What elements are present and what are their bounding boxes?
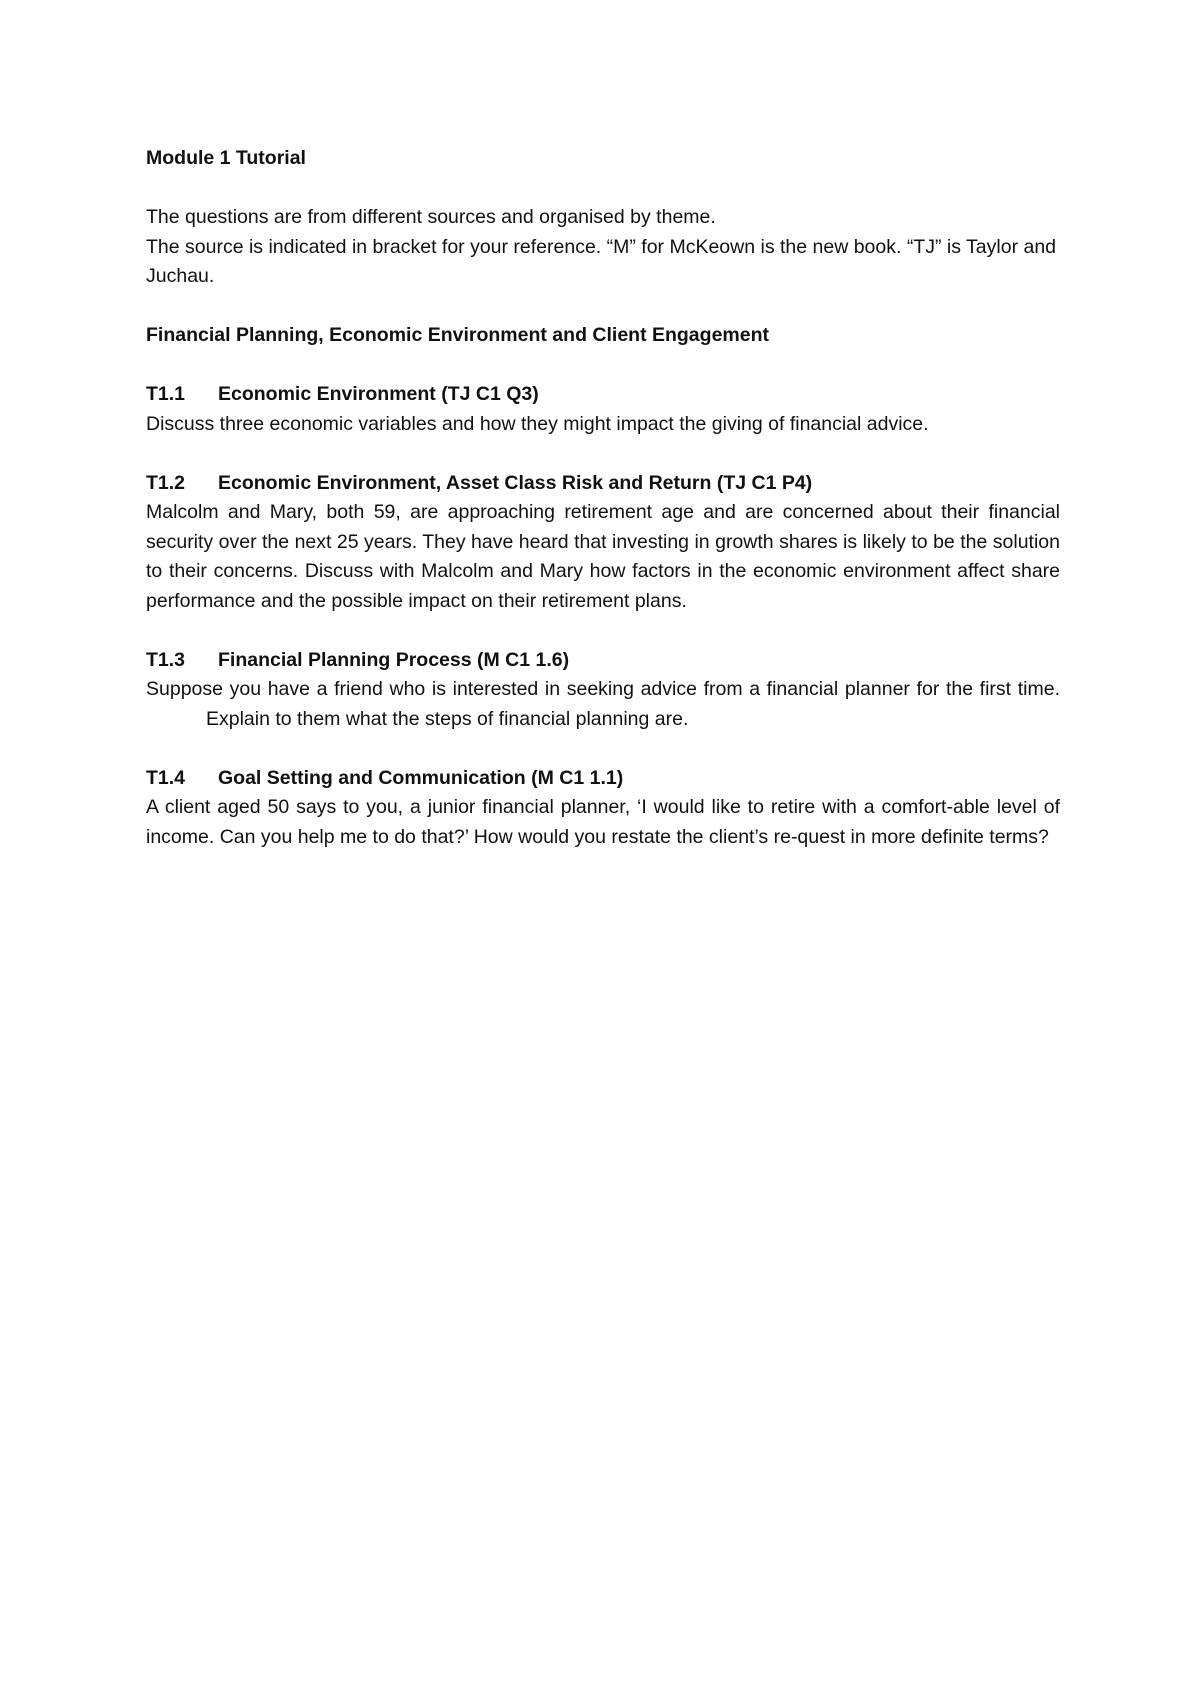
intro-line-1: The questions are from different sources and organised by theme. <box>146 206 716 228</box>
question-t1-2 <box>146 469 1060 617</box>
question-text: Discuss three economic variables and how they might impact the giving of financial advice. <box>146 412 929 435</box>
document-body <box>146 144 1060 882</box>
question-text: A client aged 50 says to you, a junior financial planner, ‘I would like to retire with a comfort-able level of income. Can you help me to do that?’ How would you restate the client’s re-quest in more definite terms? <box>146 796 1060 848</box>
question-number: T1.3 <box>146 648 186 671</box>
question-number: T1.1 <box>146 383 186 405</box>
question-title: Goal Setting and Communication (M C1 1.1) <box>218 766 624 789</box>
question-text: Malcolm and Mary, both 59, are approaching retirement age and are concerned about their financial security over the next 25 years. They have heard that investing in growth shares is likely to be the solution to their concerns. Discuss with Malcolm and Mary how factors in the economic environment affect share performance and the possible impact on their retirement plans. <box>146 501 1060 612</box>
section-heading: Financial Planning, Economic Environment and Client Engagement <box>146 324 770 346</box>
page-title: Module 1 Tutorial <box>146 147 306 169</box>
question-heading <box>146 469 1060 499</box>
question-number: T1.2 <box>146 471 186 494</box>
question-t1-1 <box>146 380 1060 439</box>
question-title: Economic Environment (TJ C1 Q3) <box>218 383 539 405</box>
question-heading <box>146 380 1060 410</box>
question-title: Financial Planning Process (M C1 1.6) <box>218 648 570 671</box>
question-t1-3 <box>146 646 1060 735</box>
question-t1-4 <box>146 764 1060 853</box>
intro-block <box>146 203 1060 292</box>
question-text: Suppose you have a friend who is interested in seeking advice from a financial planner for the first time. Explain to them what the steps of financial planning are. <box>146 678 1060 730</box>
question-number: T1.4 <box>146 766 186 789</box>
intro-line-2: The source is indicated in bracket for your reference. “M” for McKeown is the new book. “TJ” is Taylor and Juchau. <box>146 235 1057 287</box>
question-heading <box>146 646 1060 676</box>
question-heading <box>146 764 1060 794</box>
question-title: Economic Environment, Asset Class Risk and Return (TJ C1 P4) <box>218 471 813 494</box>
